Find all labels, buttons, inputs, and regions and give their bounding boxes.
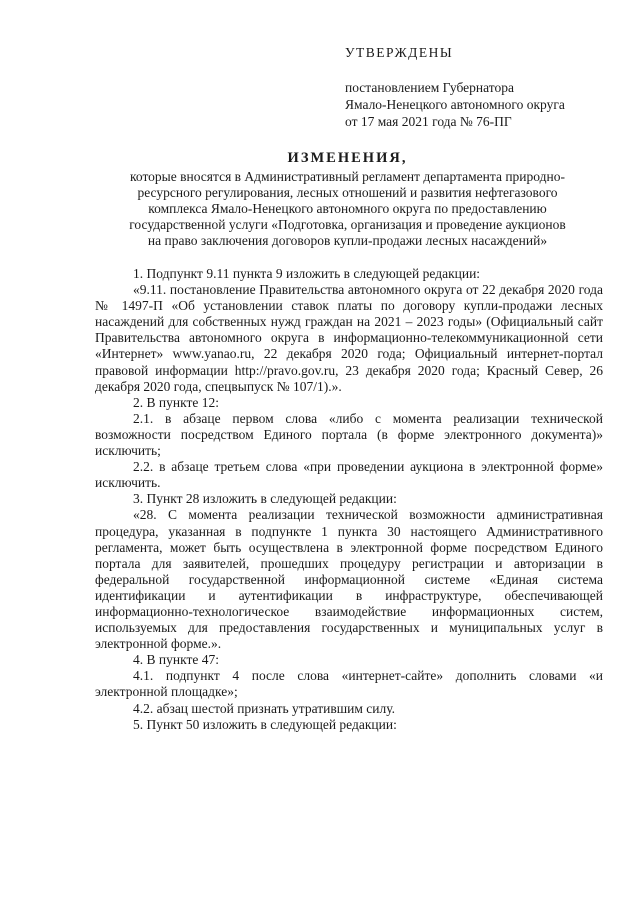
heading-line: ресурсного регулирования, лесных отношений и развития нефтегазового (137, 185, 558, 200)
document-body (95, 266, 603, 733)
document-title: ИЗМЕНЕНИЯ, (287, 150, 408, 166)
document-heading (95, 150, 600, 249)
approval-line: от 17 мая 2021 года № 76-ПГ (345, 114, 512, 129)
paragraph: «28. С момента реализации технической возможности административная процедура, указанная в подпункте 1 пункта 30 настоящего Административного регламента, может быть осуществлена в электронной форме посредством Единого портала для заявителей, прошедших процедуру регистрации и авторизации в федеральной государственной информационной системе «Единая система идентификации и аутентификации в инфраструктуре, обеспечивающей информационно-технологическое взаимодействие информационных систем, используемых для предоставления государственных и муниципальных услуг в электронной форме.». (95, 507, 603, 652)
heading-line: на право заключения договоров купли-продажи лесных насаждений» (147, 233, 548, 248)
paragraph: 2.1. в абзаце первом слова «либо с момента реализации технической возможности посредством Единого портала (в форме электронного документа)» исключить; (95, 410, 603, 459)
heading-line: государственной услуги «Подготовка, организация и проведение аукционов (129, 217, 566, 232)
approval-block (345, 44, 625, 130)
approval-title: УТВЕРЖДЕНЫ (345, 45, 454, 60)
paragraph: 4.2. абзац шестой признать утратившим силу. (133, 700, 395, 716)
approval-line: Ямало-Ненецкого автономного округа (345, 97, 565, 112)
paragraph: 4.1. подпункт 4 после слова «интернет-сайте» дополнить словами «и электронной площадке»; (95, 668, 603, 700)
paragraph: 3. Пункт 28 изложить в следующей редакции: (133, 491, 397, 507)
paragraph: 4. В пункте 47: (133, 652, 219, 668)
paragraph: 5. Пункт 50 изложить в следующей редакции: (133, 716, 397, 732)
paragraph: 2.2. в абзаце третьем слова «при проведении аукциона в электронной форме» исключить. (95, 459, 603, 491)
heading-line: комплекса Ямало-Ненецкого автономного округа по предоставлению (148, 201, 547, 216)
heading-line: которые вносятся в Административный регламент департамента природно- (130, 169, 565, 184)
paragraph: 2. В пункте 12: (133, 394, 219, 410)
approval-line: постановлением Губернатора (345, 80, 514, 95)
paragraph: «9.11. постановление Правительства автономного округа от 22 декабря 2020 года № 1497-П «Об установлении ставок платы по договору купли-продажи лесных насаждений для собственных нужд граждан на 2021 – 2023 годы» (Официальный сайт Правительства автономного округа в информационно-телекоммуникационной сети «Интернет» www.yanao.ru, 22 декабря 2020 года; Официальный интернет-портал правовой информации http://pravo.gov.ru, 23 декабря 2020 года; Красный Север, 26 декабря 2020 года, спецвыпуск № 107/1).». (95, 282, 603, 394)
paragraph: 1. Подпункт 9.11 пункта 9 изложить в следующей редакции: (133, 266, 481, 281)
